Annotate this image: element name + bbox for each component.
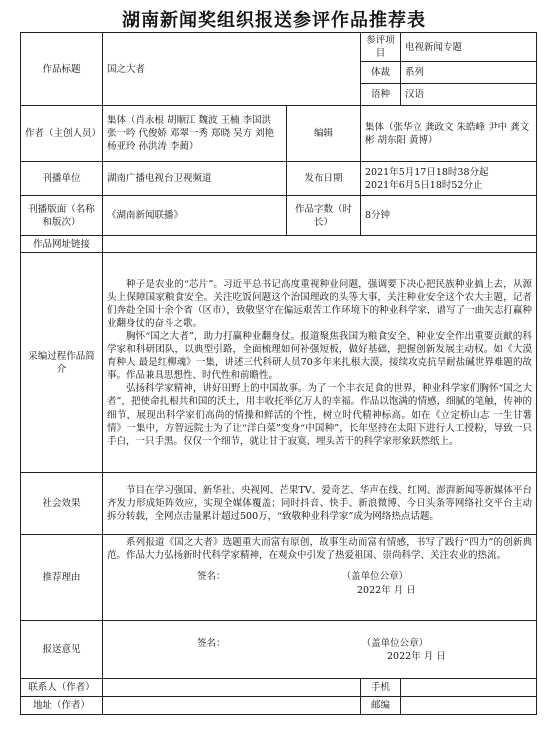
page-title: 湖南新闻奖组织报送参评作品推荐表 [122, 10, 426, 31]
recommend-sign-label: 签名： [197, 571, 226, 583]
submit-date: 2022年 月 日 [387, 650, 446, 662]
item-label: 参评项目 [361, 33, 401, 62]
link-value[interactable] [103, 236, 537, 253]
genre-label: 体裁 [361, 62, 401, 84]
address-label: 地址（作者） [21, 697, 103, 715]
link-label: 作品网址链接 [21, 236, 103, 253]
date-label: 发布日期 [287, 162, 361, 196]
effect-label: 社会效果 [21, 473, 103, 535]
intro-paragraph: 弘扬科学家精神，讲好田野上的中国故事。为了一个丰衣足食的世界，种业科学家们胸怀“国之大者”，把使命扎根共和国的沃土，用丰收托举亿万人的幸福。作品以饱满的情感，细腻的笔触，传神的细节，展现出科学家们高尚的情操和鲜活的个性，树立时代精神标高。如在《立定桥山志 一生甘薯情》一集中，方智远院士为了让“洋白菜”变身“中国种”，长年坚持在太阳下进行人工授粉，导致一只手白，一只手黑。仅仅一个细节，就让甘于寂寞、埋头苦干的科学家形象跃然纸上。 [107, 383, 533, 447]
program-value[interactable]: 《湖南新闻联播》 [103, 196, 287, 236]
title-label: 作品标题 [21, 33, 103, 106]
publish-date-end: 2021年6月5日18时52分止 [365, 179, 483, 191]
effect-text: 节目在学习强国、新华社、央视网、芒果TV、爱奇艺、华声在线、红网、澎湃新闻等新媒体平台齐发力形成矩阵效应，实现全媒体覆盖；同时抖音、快手、新浪微博、今日头条等网络社交平台主动拆分转载，全网点击量累计超过500万，“致敬种业科学家”成为网络热点话题。 [107, 485, 533, 523]
words-label: 作品字数（时长） [287, 196, 361, 236]
recommend-date: 2022年 月 日 [357, 584, 416, 596]
phone-label: 手机 [361, 679, 401, 697]
intro-paragraph: 胸怀“国之大者”，助力打赢种业翻身仗。报道聚焦我国为粮食安全、种业安全作出重要贡献的科学家和科研团队，以典型引路，全面梳理如何补强短板，做好基础，把握创新发展主动权。如《大漠育种人 最是红柳魂》一集，讲述三代科研人员70多年来扎根大漠，接续攻克抗旱耐盐碱世界难题的故事。作品兼具思想性、时代性和前瞻性。 [107, 330, 533, 382]
intro-label: 采编过程作品简介 [21, 253, 103, 473]
phone-value[interactable] [401, 679, 537, 697]
intro-value[interactable] [103, 253, 537, 473]
layout-label: 刊播版面（名称和版次） [21, 196, 103, 236]
publish-date-start: 2021年5月17日18时38分起 [365, 166, 489, 178]
recommend-value[interactable] [103, 535, 537, 621]
intro-paragraph: 种子是农业的“芯片”。习近平总书记高度重视种业问题，强调要下决心把民族种业搞上去，从源头上保障国家粮食安全。关注吃饭问题这个治国理政的头等大事，关注种业安全这个农大主题，记者们奔赴全国十余个省（区市），致敬坚守在偏远艰苦工作环境下的种业科学家，谱写了一曲矢志打赢种业翻身仗的奋斗之歌。 [107, 278, 533, 329]
words-value[interactable]: 8分钟 [361, 196, 537, 236]
contact-person-value[interactable] [103, 679, 361, 697]
zip-value[interactable] [401, 697, 537, 715]
authors-label: 作者（主创人员） [21, 106, 103, 162]
unit-label: 刊播单位 [21, 162, 103, 196]
address-value[interactable] [103, 697, 361, 715]
editor-label: 编辑 [287, 106, 361, 162]
recommend-label: 推荐理由 [21, 535, 103, 621]
authors-value[interactable]: 集体（肖永根 胡顺江 魏波 王楠 李国洪 张一吟 代俊娇 邓翠一秀 郑晓 吴方 刘艳 杨亚玲 孙洪涛 李蔺） [103, 106, 287, 162]
submit-sign-label: 签名： [197, 637, 226, 649]
language-label: 语种 [361, 84, 401, 106]
editor-value[interactable]: 集体（张华立 龚政文 朱皓峰 尹中 龚文彬 胡东阳 黄博） [361, 106, 537, 162]
recommend-text: 系列报道《国之大者》选题重大而富有原创，故事生动而富有情感，书写了践行“四力”的创新典范。作品大力弘扬新时代科学家精神，在观众中引发了热爱祖国、崇尚科学、关注农业的热流。 [107, 537, 533, 562]
submit-value[interactable] [103, 621, 537, 679]
language-value[interactable]: 汉语 [401, 84, 537, 106]
unit-value[interactable]: 湖南广播电视台卫视频道 [103, 162, 287, 196]
publish-date[interactable] [361, 162, 537, 196]
effect-value[interactable] [103, 473, 537, 535]
contact-person-label: 联系人（作者） [21, 679, 103, 697]
recommendation-form [20, 32, 537, 715]
submit-seal: （盖单位公章） [361, 637, 429, 649]
genre-value[interactable]: 系列 [401, 62, 537, 84]
submit-label: 报送意见 [21, 621, 103, 679]
item-value[interactable]: 电视新闻专题 [401, 33, 537, 62]
zip-label: 邮编 [361, 697, 401, 715]
work-title[interactable]: 国之大者 [103, 33, 361, 106]
recommend-seal: （盖单位公章） [341, 571, 409, 583]
